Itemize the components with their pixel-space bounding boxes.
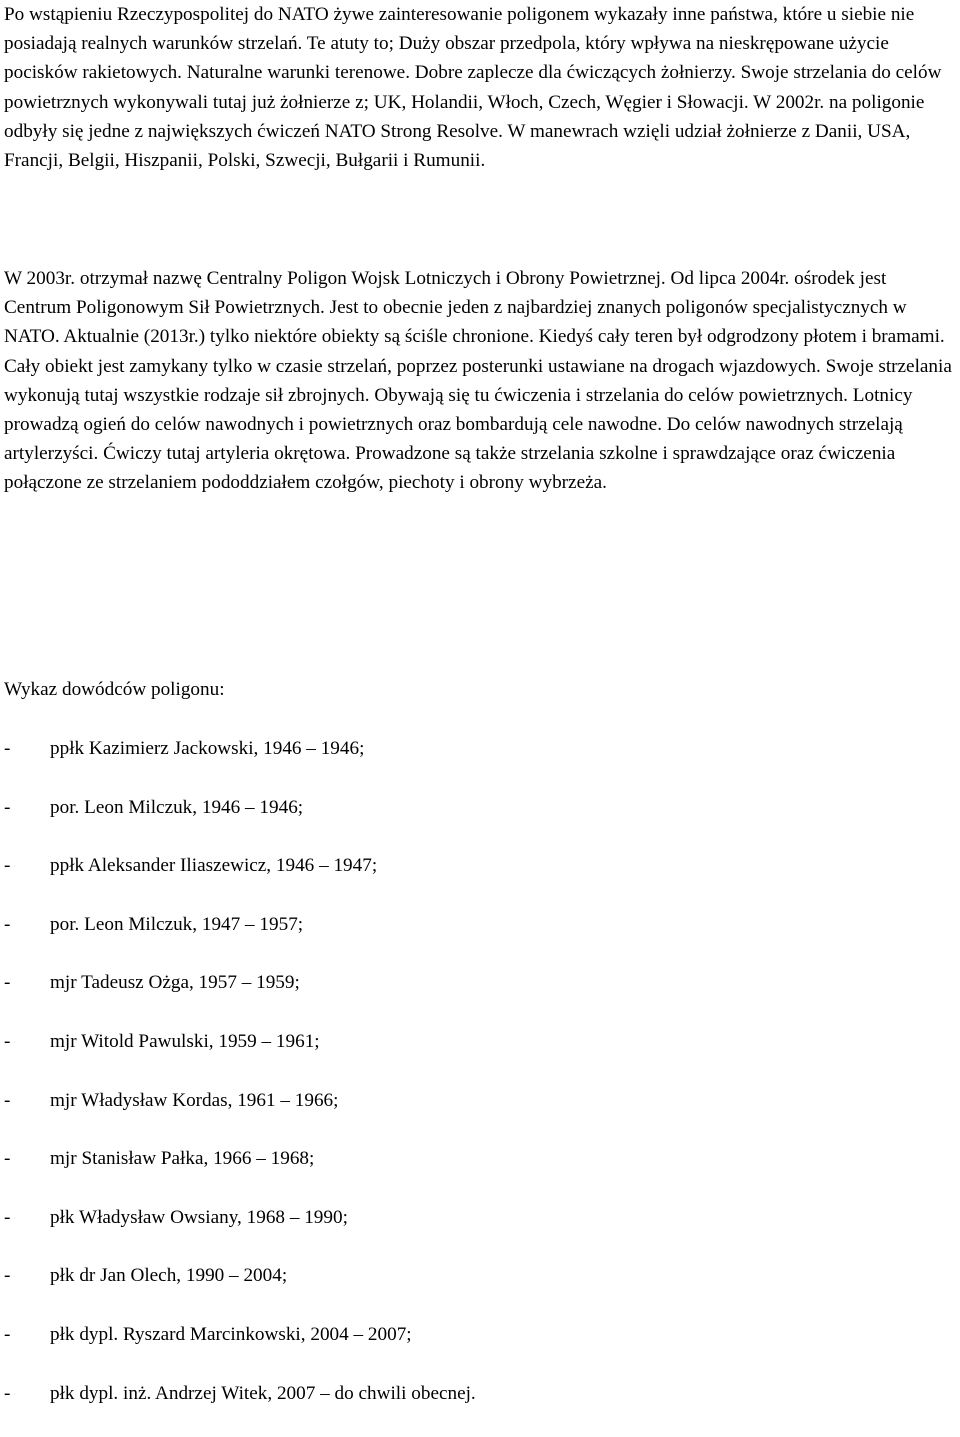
- commander-entry: mjr Witold Pawulski, 1959 – 1961;: [50, 1030, 320, 1052]
- commander-entry: płk dypl. Ryszard Marcinkowski, 2004 – 2007;: [50, 1323, 412, 1345]
- commander-entry: płk Władysław Owsiany, 1968 – 1990;: [50, 1206, 348, 1228]
- commander-entry: ppłk Kazimierz Jackowski, 1946 – 1946;: [50, 738, 365, 759]
- list-dash: -: [4, 1382, 11, 1404]
- list-item: [4, 1144, 476, 1203]
- commander-entry: ppłk Aleksander Iliaszewicz, 1946 – 1947;: [50, 855, 378, 877]
- commander-entry: mjr Tadeusz Ożga, 1957 – 1959;: [50, 972, 300, 994]
- list-dash: -: [4, 1030, 11, 1052]
- list-dash: -: [4, 1148, 11, 1170]
- list-dash: -: [4, 913, 11, 935]
- list-item: [4, 1261, 476, 1320]
- list-item: [4, 1320, 476, 1379]
- list-dash: -: [4, 1089, 11, 1111]
- list-dash: -: [4, 796, 11, 818]
- list-item: [4, 968, 476, 1027]
- list-item: [4, 734, 476, 793]
- list-item: [4, 1203, 476, 1262]
- commander-entry: mjr Stanisław Pałka, 1966 – 1968;: [50, 1148, 315, 1170]
- list-dash: -: [4, 855, 11, 877]
- list-dash: -: [4, 1323, 11, 1345]
- list-dash: -: [4, 1265, 11, 1287]
- paragraph-nato-interest: Po wstąpieniu Rzeczypospolitej do NATO żywe zainteresowanie poligonem wykazały inne państwa, które u siebie nie posiadają realnych warunków strzelań. Te atuty to; Duży obszar przedpola, który wpływa na nieskrępowane użycie pocisków rakietowych. Naturalne warunki terenowe. Dobre zaplecze dla ćwiczących żołnierzy. Swoje strzelania do celów powietrznych wykonywali tutaj już żołnierze z; UK, Holandii, Włoch, Czech, Węgier i Słowacji. W 2002r. na poligonie odbyły się jedne z największych ćwiczeń NATO Strong Resolve. W manewrach wzięli udział żołnierze z Danii, USA, Francji, Belgii, Hiszpanii, Polski, Szwecji, Bułgarii i Rumunii.: [4, 4, 942, 172]
- list-item: [4, 910, 476, 969]
- commanders-list: [4, 734, 476, 1437]
- list-item: [4, 793, 476, 852]
- list-item: [4, 1027, 476, 1086]
- list-item: [4, 1379, 476, 1437]
- commander-entry: płk dypl. inż. Andrzej Witek, 2007 – do chwili obecnej.: [50, 1382, 476, 1404]
- list-dash: -: [4, 972, 11, 994]
- list-item: [4, 851, 476, 910]
- commander-entry: płk dr Jan Olech, 1990 – 2004;: [50, 1265, 288, 1287]
- list-dash: -: [4, 1206, 11, 1228]
- paragraph-polygon-history: W 2003r. otrzymał nazwę Centralny Poligon Wojsk Lotniczych i Obrony Powietrznej. Od lipca 2004r. ośrodek jest Centrum Poligonowym Sił Powietrznych. Jest to obecnie jeden z najbardziej znanych poligonów specjalistycznych w NATO. Aktualnie (2013r.) tylko niektóre obiekty są ściśle chronione. Kiedyś cały teren był odgrodzony płotem i bramami. Cały obiekt jest zamykany tylko w czasie strzelań, poprzez posterunki ustawiane na drogach wjazdowych. Swoje strzelania wykonują tutaj wszystkie rodzaje sił zbrojnych. Obywają się tu ćwiczenia i strzelania do celów powietrznych. Lotnicy prowadzą ogień do celów nawodnych i powietrznych oraz bombardują cele nawodne. Do celów nawodnych strzelają artylerzyści. Ćwiczy tutaj artyleria okrętowa. Prowadzone są także strzelania szkolne i sprawdzające oraz ćwiczenia połączone ze strzelaniem pododdziałem czołgów, piechoty i obrony wybrzeża.: [4, 268, 952, 494]
- list-item: [4, 1086, 476, 1145]
- commander-entry: por. Leon Milczuk, 1947 – 1957;: [50, 913, 304, 935]
- commander-entry: mjr Władysław Kordas, 1961 – 1966;: [50, 1089, 339, 1111]
- list-dash: -: [4, 738, 11, 759]
- commander-entry: por. Leon Milczuk, 1946 – 1946;: [50, 796, 304, 818]
- commanders-heading: Wykaz dowódców poligonu:: [4, 679, 225, 700]
